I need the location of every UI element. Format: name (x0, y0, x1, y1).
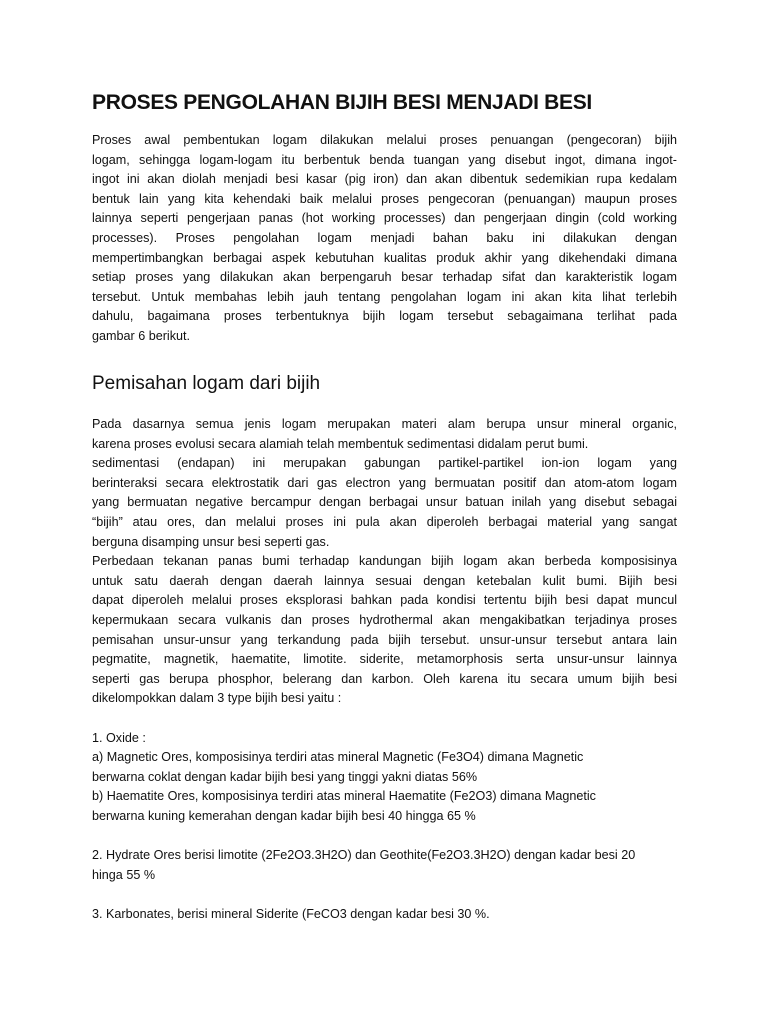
text-line: karena proses evolusi secara alamiah telah membentuk sedimentasi didalam perut bumi. (92, 436, 589, 451)
text-line: yang bermuatan negative bercampur dengan berbagai unsur batuan inilah yang disebut sebagai (92, 495, 677, 510)
text-line: berwarna kuning kemerahan dengan kadar bijih besi 40 hingga 65 % (92, 808, 476, 823)
text-line: untuk satu daerah dengan daerah lainnya sesuai dengan ketebalan kulit bumi. Bijih besi (92, 573, 677, 588)
intro-paragraph (92, 131, 677, 347)
text-line: pegmatite, magnetik, haematite, limotite. siderite, metamorphosis serta unsur-unsur lainnya (92, 652, 677, 667)
text-line: lainnya seperti pengerjaan panas (hot working processes) dan pengerjaan dingin (cold working (92, 211, 677, 226)
text-line: a) Magnetic Ores, komposisinya terdiri atas mineral Magnetic (Fe3O4) dimana Magnetic (92, 750, 584, 765)
text-line: 3. Karbonates, berisi mineral Siderite (FeCO3 dengan kadar besi 30 %. (92, 906, 490, 921)
text-line: processes). Proses pengolahan logam menjadi bahan baku ini dilakukan dengan (92, 230, 677, 245)
text-line: berinteraksi secara elektrostatik dari gas electron yang bermuatan positif dan atom-atom logam (92, 475, 677, 490)
section-heading: Pemisahan logam dari bijih (92, 373, 321, 394)
text-line: Perbedaan tekanan panas bumi terhadap kandungan bijih logam akan berbeda komposisinya (92, 554, 677, 569)
document-title: PROSES PENGOLAHAN BIJIH BESI MENJADI BESI (92, 91, 592, 114)
text-line: tersebut. Untuk membahas lebih jauh tentang pengolahan logam ini akan kita lihat terlebih (92, 289, 677, 304)
text-line: dahulu, bagaimana proses terbentuknya bijih logam tersebut sebagaimana terlihat pada (92, 309, 677, 324)
text-line: dapat diperoleh melalui proses eksplorasi bahkan pada kondisi tertentu bijih besi dapat muncul (92, 593, 677, 608)
text-line: seperti gas berupa phosphor, belerang dan karbon. Oleh karena itu secara umum bijih besi (92, 671, 677, 686)
text-line: ingot ini akan diolah menjadi besi kasar (pig iron) dan akan dibentuk sedemikian rupa kedalam (92, 172, 677, 187)
text-line: b) Haematite Ores, komposisinya terdiri atas mineral Haematite (Fe2O3) dimana Magnetic (92, 789, 596, 804)
text-line: gambar 6 berikut. (92, 328, 191, 343)
text-line: mempertimbangkan berbagai aspek kebutuhan kualitas produk akhir yang dikehendaki dimana (92, 250, 677, 265)
blank-line (92, 709, 677, 729)
text-line: berguna disamping unsur besi seperti gas. (92, 534, 330, 549)
text-line: kepermukaan secara vulkanis dan proses hydrothermal akan mengakibatkan terjadinya proses (92, 612, 677, 627)
text-line: 1. Oxide : (92, 730, 146, 745)
text-line: pemisahan unsur-unsur yang terkandung pada bijih tersebut. unsur-unsur tersebut antara lain (92, 632, 677, 647)
text-line: Proses awal pembentukan logam dilakukan melalui proses penuangan (pengecoran) bijih (92, 133, 677, 147)
text-line: setiap proses yang dilakukan akan berpengaruh besar terhadap sifat dan karakteristik logam (92, 270, 677, 285)
text-line: hinga 55 % (92, 867, 156, 882)
text-line: Pada dasarnya semua jenis logam merupakan materi alam berupa unsur mineral organic, (92, 417, 677, 431)
text-line: dikelompokkan dalam 3 type bijih besi yaitu : (92, 691, 342, 706)
text-line: sedimentasi (endapan) ini merupakan gabungan partikel-partikel ion-ion logam yang (92, 456, 677, 471)
text-line: bentuk lain yang kita kehendaki baik melalui proses pengecoran (penuangan) maupun proses (92, 191, 677, 206)
text-line: “bijih” atau ores, dan melalui proses ini pula akan diperoleh berbagai material yang sangat (92, 514, 677, 529)
section-body (92, 415, 677, 924)
blank-line (92, 826, 677, 846)
text-line: berwarna coklat dengan kadar bijih besi yang tinggi yakni diatas 56% (92, 769, 478, 784)
text-line: logam, sehingga logam-logam itu berbentuk benda tuangan yang disebut ingot, dimana ingot- (92, 152, 677, 167)
text-line: 2. Hydrate Ores berisi limotite (2Fe2O3.3H2O) dan Geothite(Fe2O3.3H2O) dengan kadar besi 20 (92, 848, 636, 863)
blank-line (92, 885, 677, 905)
